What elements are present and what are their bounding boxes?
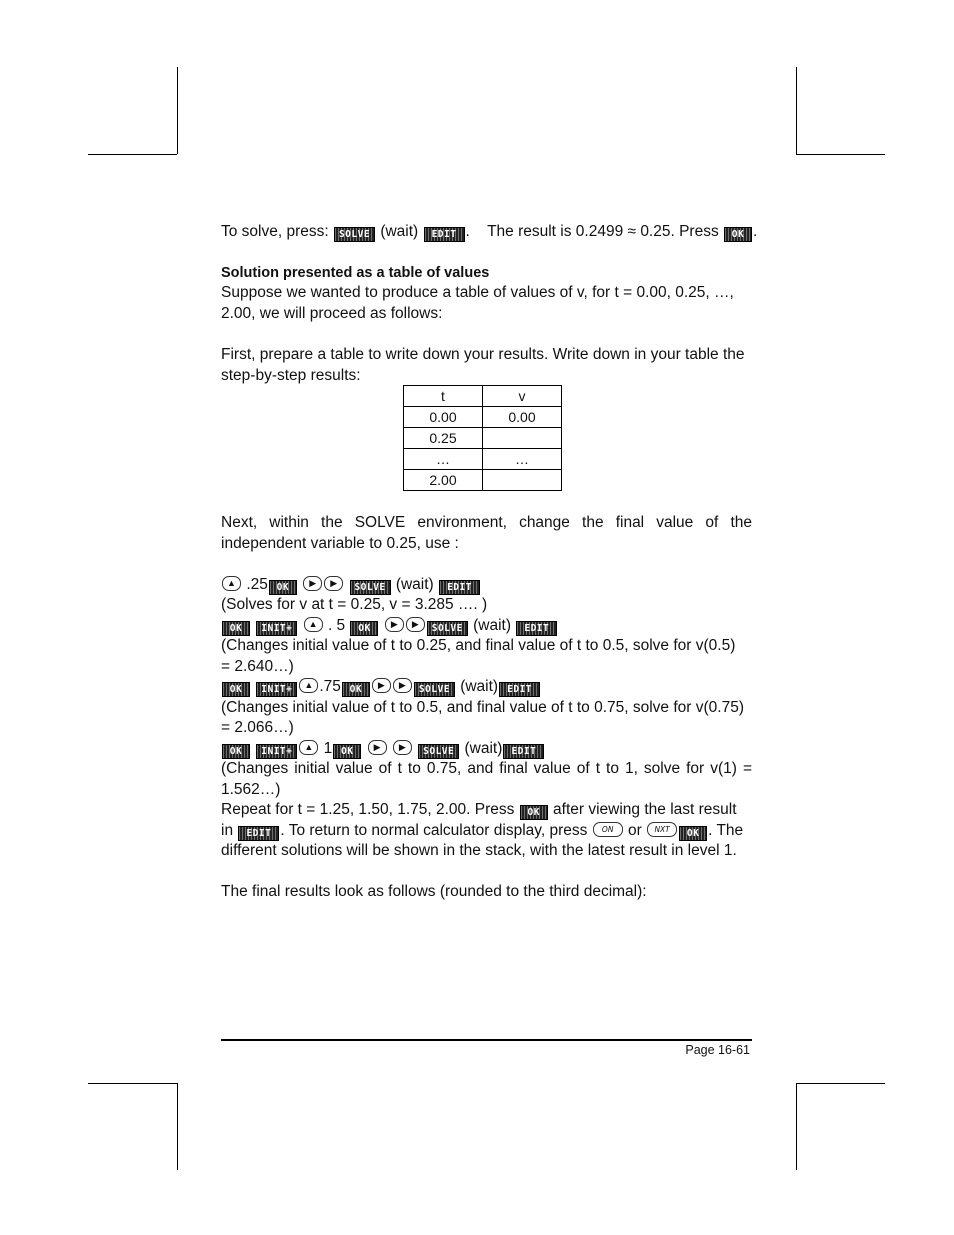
results-table xyxy=(403,385,562,491)
right-arrow-key-icon: ▶ xyxy=(368,740,387,755)
table-cell: 0.00 xyxy=(483,407,562,428)
text: .25 xyxy=(246,576,268,593)
crop-mark xyxy=(796,1083,885,1084)
crop-mark xyxy=(177,67,178,154)
text: Repeat for t = 1.25, 1.50, 1.75, 2.00. Press xyxy=(221,801,515,818)
text: (wait) xyxy=(380,223,419,240)
solve-softkey: SOLVE xyxy=(350,580,391,595)
step-note: 1.562…) xyxy=(221,781,281,798)
paragraph-line: Next, within the SOLVE environment, change the final value of the xyxy=(221,514,752,531)
init-softkey: INIT+ xyxy=(256,744,297,759)
keystroke-sequence xyxy=(221,677,541,697)
keystroke-sequence xyxy=(221,575,481,595)
table-row xyxy=(404,407,562,428)
table-row xyxy=(404,470,562,491)
text: or xyxy=(628,822,642,839)
paragraph-line: different solutions will be shown in the stack, with the latest result in level 1. xyxy=(221,842,737,859)
text: (wait) xyxy=(460,678,499,695)
crop-mark xyxy=(177,1083,178,1170)
text: (wait) xyxy=(395,576,434,593)
edit-softkey: EDIT xyxy=(516,621,557,636)
section-heading: Solution presented as a table of values xyxy=(221,265,490,281)
ok-softkey: OK xyxy=(333,744,361,759)
text: To solve, press: xyxy=(221,223,329,240)
solve-softkey: SOLVE xyxy=(418,744,459,759)
table-cell xyxy=(483,470,562,491)
text: (wait) xyxy=(464,740,503,757)
edit-softkey: EDIT xyxy=(424,227,465,242)
ok-softkey: OK xyxy=(679,826,707,841)
text: (wait) xyxy=(473,617,511,634)
crop-mark xyxy=(796,1083,797,1170)
ok-softkey: OK xyxy=(342,682,370,697)
edit-softkey: EDIT xyxy=(503,744,544,759)
paragraph-line xyxy=(221,821,743,841)
ok-softkey: OK xyxy=(724,227,752,242)
ok-softkey: OK xyxy=(222,744,250,759)
ok-softkey: OK xyxy=(222,621,250,636)
paragraph-line: First, prepare a table to write down your results. Write down in your table the xyxy=(221,346,745,363)
solve-softkey: SOLVE xyxy=(427,621,468,636)
table-header: t xyxy=(404,386,483,407)
ok-softkey: OK xyxy=(222,682,250,697)
right-arrow-key-icon: ▶ xyxy=(303,576,322,591)
solve-softkey: SOLVE xyxy=(334,227,375,242)
crop-mark xyxy=(88,1083,177,1084)
page-number: Page 16-61 xyxy=(685,1043,750,1057)
step-note: (Solves for v at t = 0.25, v = 3.285 …. ) xyxy=(221,596,488,613)
ok-softkey: OK xyxy=(269,580,297,595)
table-row xyxy=(404,428,562,449)
edit-softkey: EDIT xyxy=(439,580,480,595)
text: . The xyxy=(708,822,744,839)
table-cell: 2.00 xyxy=(404,470,483,491)
table-header-row xyxy=(404,386,562,407)
init-softkey: INIT+ xyxy=(256,682,297,697)
solve-instruction: To solve, press: SOLVE (wait) EDIT . The result is 0.2499 ≈ 0.25. Press OK . xyxy=(221,223,758,240)
text: 1 xyxy=(323,740,333,757)
table-cell: 0.25 xyxy=(404,428,483,449)
paragraph-line: Suppose we wanted to produce a table of values of v, for t = 0.00, 0.25, …, xyxy=(221,284,734,301)
table-row xyxy=(404,449,562,470)
crop-mark xyxy=(88,154,177,155)
table-cell: 0.00 xyxy=(404,407,483,428)
table-cell: … xyxy=(404,449,483,470)
paragraph-line: independent variable to 0.25, use : xyxy=(221,535,459,552)
step-note: (Changes initial value of t to 0.25, and final value of t to 0.5, solve for v(0.5) xyxy=(221,637,736,654)
up-arrow-key-icon: ▲ xyxy=(299,678,318,693)
table-cell xyxy=(483,428,562,449)
right-arrow-key-icon: ▶ xyxy=(385,617,404,632)
step-note: (Changes initial value of t to 0.75, and final value of t to 1, solve for v(1) = xyxy=(221,760,752,777)
ok-softkey: OK xyxy=(520,805,548,820)
text: . 5 xyxy=(327,617,346,634)
up-arrow-key-icon: ▲ xyxy=(299,740,318,755)
paragraph-line: step-by-step results: xyxy=(221,367,361,384)
table-header: v xyxy=(483,386,562,407)
table-cell: … xyxy=(483,449,562,470)
crop-mark xyxy=(796,154,885,155)
text: .75 xyxy=(319,678,341,695)
up-arrow-key-icon: ▲ xyxy=(304,617,323,632)
paragraph-line xyxy=(221,800,737,820)
solve-softkey: SOLVE xyxy=(414,682,455,697)
edit-softkey: EDIT xyxy=(499,682,540,697)
on-key-icon: ON xyxy=(593,822,623,837)
footer-rule xyxy=(221,1039,752,1041)
text: . To return to normal calculator display, press xyxy=(280,822,588,839)
keystroke-sequence xyxy=(221,616,558,636)
edit-softkey: EDIT xyxy=(238,826,279,841)
keystroke-sequence xyxy=(221,739,545,759)
step-note: = 2.640…) xyxy=(221,658,294,675)
crop-mark xyxy=(796,67,797,154)
right-arrow-key-icon: ▶ xyxy=(406,617,425,632)
text: in xyxy=(221,822,234,839)
paragraph-line: The final results look as follows (rounded to the third decimal): xyxy=(221,883,647,900)
up-arrow-key-icon: ▲ xyxy=(222,576,241,591)
right-arrow-key-icon: ▶ xyxy=(372,678,391,693)
step-note: = 2.066…) xyxy=(221,719,294,736)
right-arrow-key-icon: ▶ xyxy=(393,740,412,755)
right-arrow-key-icon: ▶ xyxy=(393,678,412,693)
nxt-key-icon: NXT xyxy=(647,822,677,837)
text: The result is 0.2499 ≈ 0.25. Press xyxy=(487,223,719,240)
right-arrow-key-icon: ▶ xyxy=(324,576,343,591)
ok-softkey: OK xyxy=(350,621,378,636)
paragraph-line: 2.00, we will proceed as follows: xyxy=(221,305,443,322)
init-softkey: INIT+ xyxy=(256,621,297,636)
step-note: (Changes initial value of t to 0.5, and final value of t to 0.75, solve for v(0.75) xyxy=(221,699,744,716)
text: after viewing the last result xyxy=(553,801,737,818)
